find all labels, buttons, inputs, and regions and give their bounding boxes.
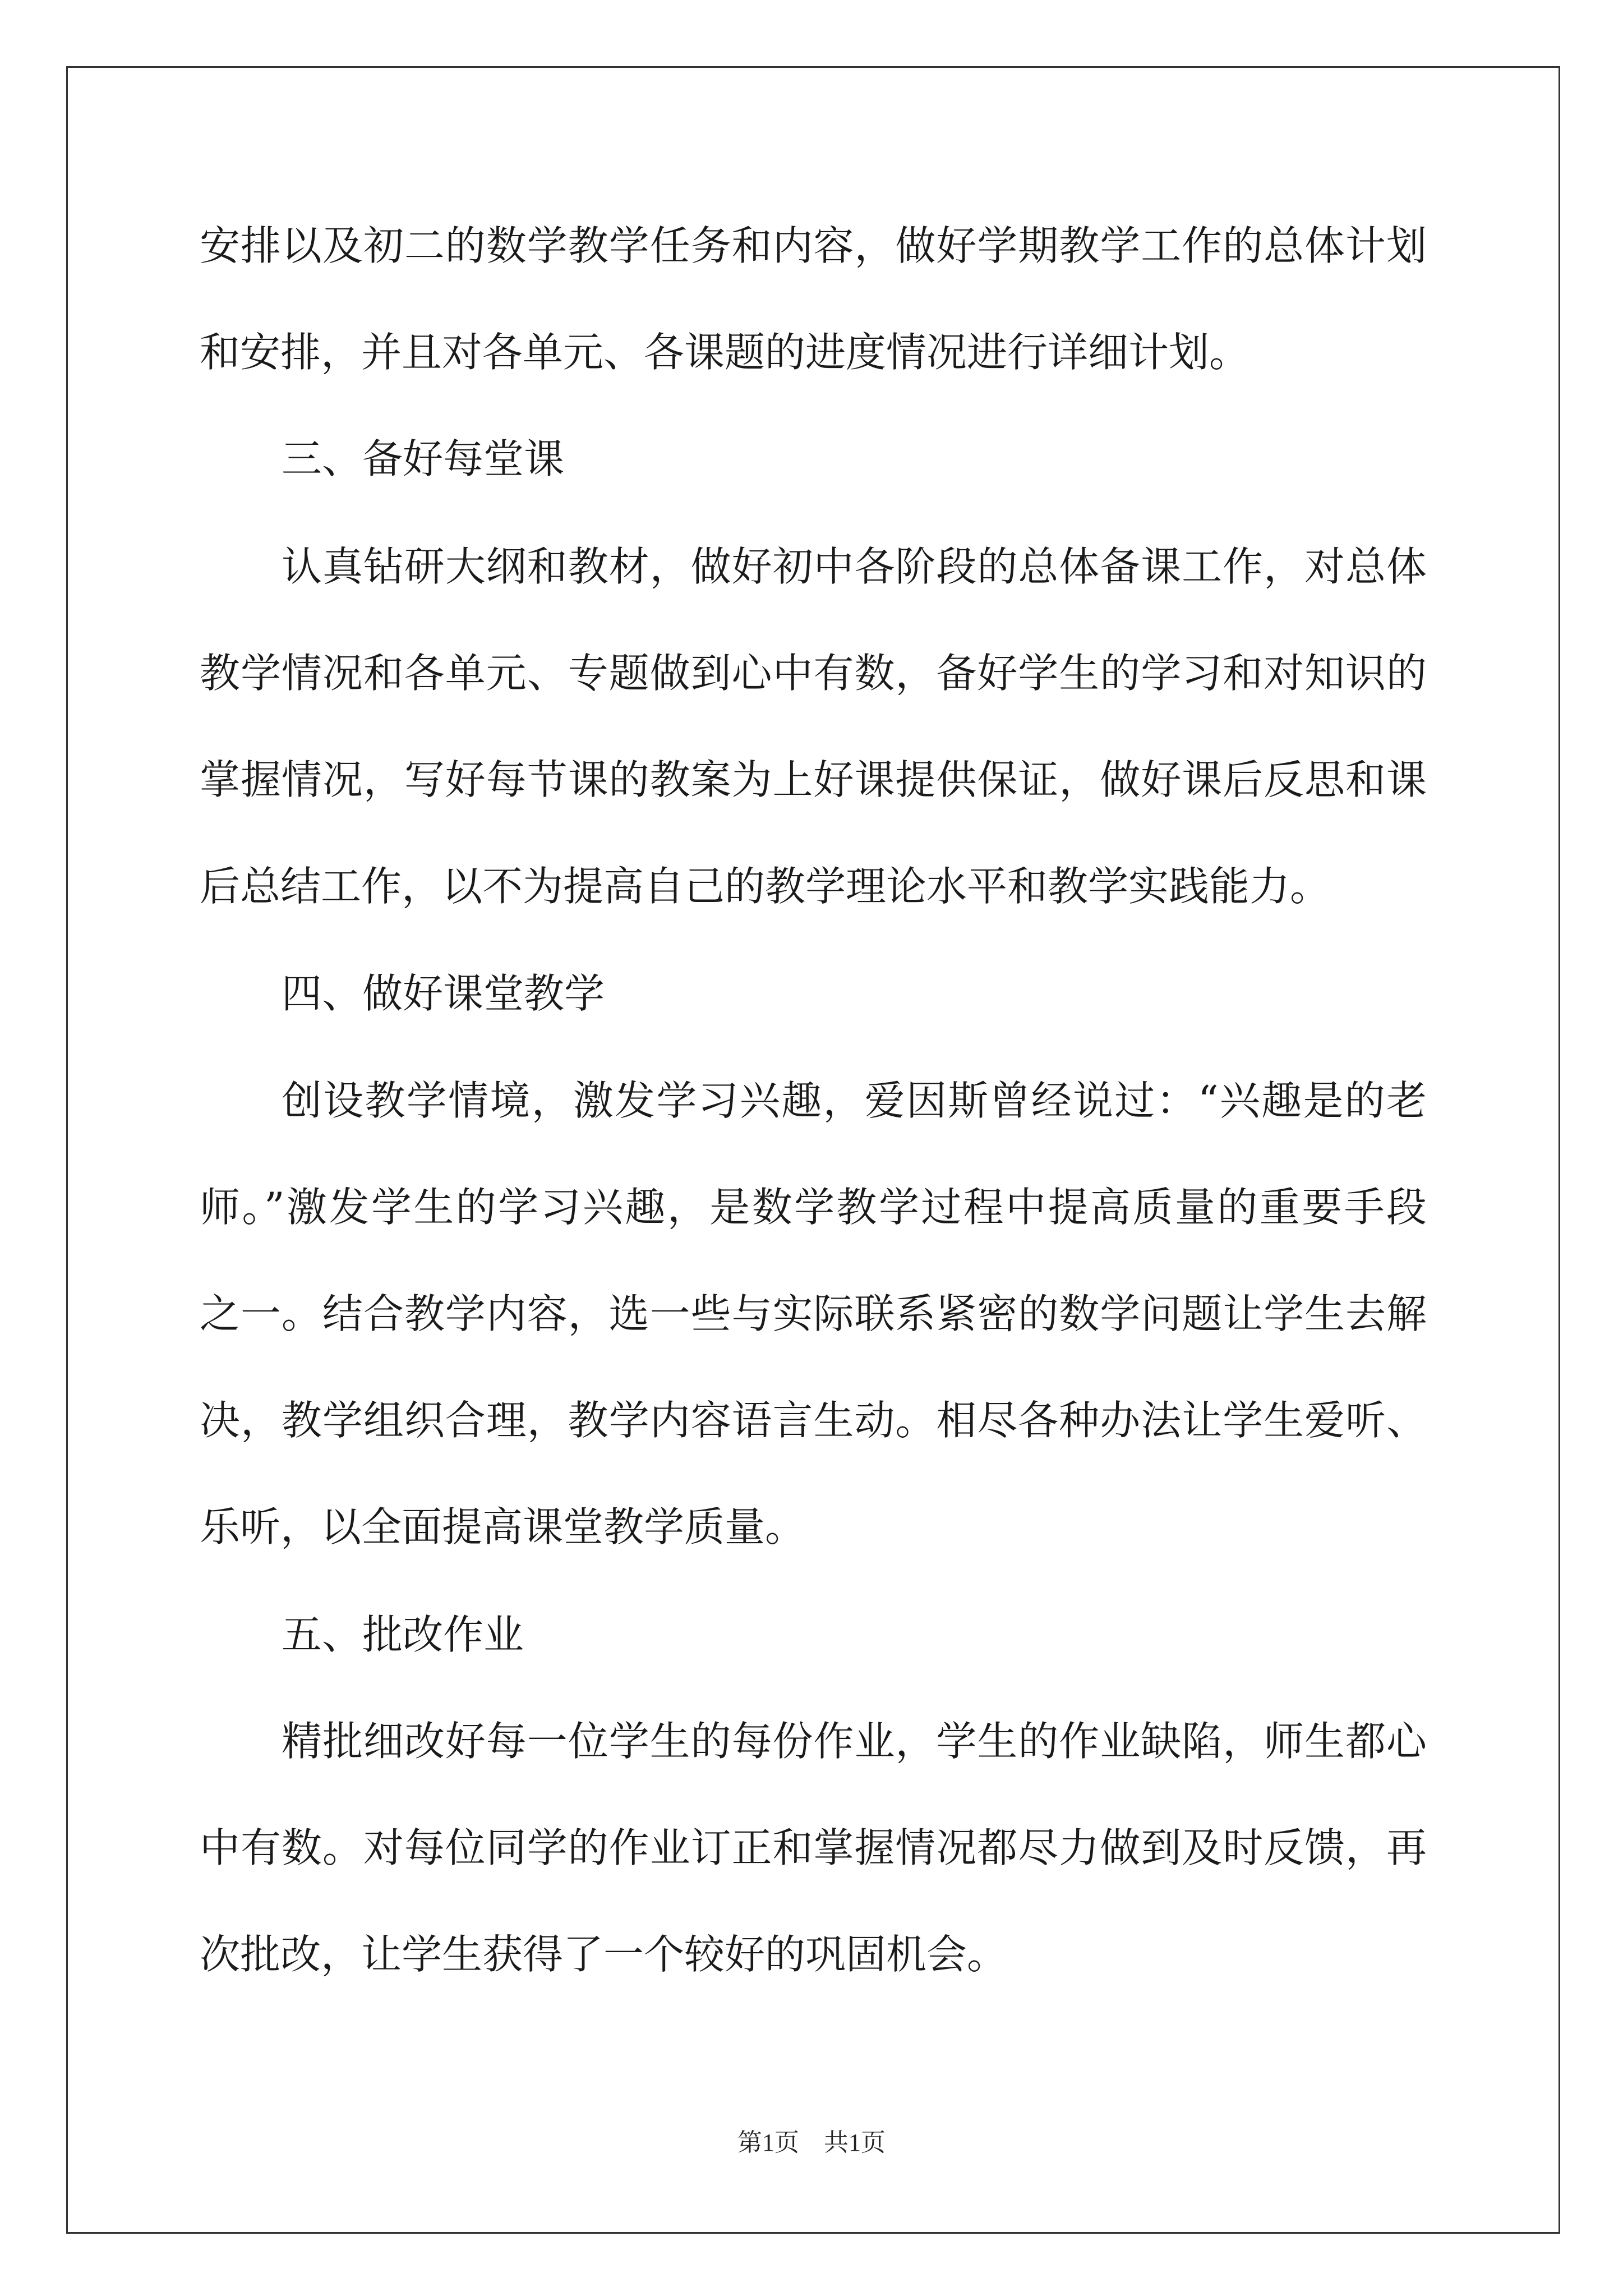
text-line: 和安排，并且对各单元、各课题的进度情况进行详细计划。: [200, 329, 1250, 376]
text-line: 后总结工作，以不为提高自己的教学理论水平和教学实践能力。: [200, 863, 1331, 910]
text-line: 创设教学情境，激发学习兴趣，爱因斯曾经说过：“兴趣是的老: [282, 1077, 1427, 1124]
page-border: [66, 66, 1560, 2234]
section-heading: 四、做好课堂教学: [282, 970, 605, 1017]
text-line: 安排以及初二的数学教学任务和内容，做好学期教学工作的总体计划: [200, 222, 1427, 269]
text-line: 决，教学组织合理，教学内容语言生动。相尽各种办法让学生爱听、: [200, 1397, 1427, 1444]
text-line: 认真钻研大纲和教材，做好初中各阶段的总体备课工作，对总体: [282, 543, 1427, 590]
section-heading: 五、批改作业: [282, 1611, 524, 1658]
page-number: 第1页 共1页: [737, 2129, 886, 2156]
text-line: 之一。结合教学内容，选一些与实际联系紧密的数学问题让学生去解: [200, 1290, 1427, 1337]
text-line: 教学情况和各单元、专题做到心中有数，备好学生的学习和对知识的: [200, 650, 1427, 697]
text-line: 师。”激发学生的学习兴趣，是数学教学过程中提高质量的重要手段: [200, 1184, 1427, 1231]
text-line: 乐听，以全面提高课堂教学质量。: [200, 1503, 806, 1550]
text-line: 掌握情况，写好每节课的教案为上好课提供保证，做好课后反思和课: [200, 756, 1427, 803]
text-line: 精批细改好每一位学生的每份作业，学生的作业缺陷，师生都心: [282, 1718, 1427, 1765]
text-line: 中有数。对每位同学的作业订正和掌握情况都尽力做到及时反馈，再: [200, 1824, 1427, 1871]
text-line: 次批改，让学生获得了一个较好的巩固机会。: [200, 1931, 1008, 1978]
section-heading: 三、备好每堂课: [282, 435, 565, 482]
